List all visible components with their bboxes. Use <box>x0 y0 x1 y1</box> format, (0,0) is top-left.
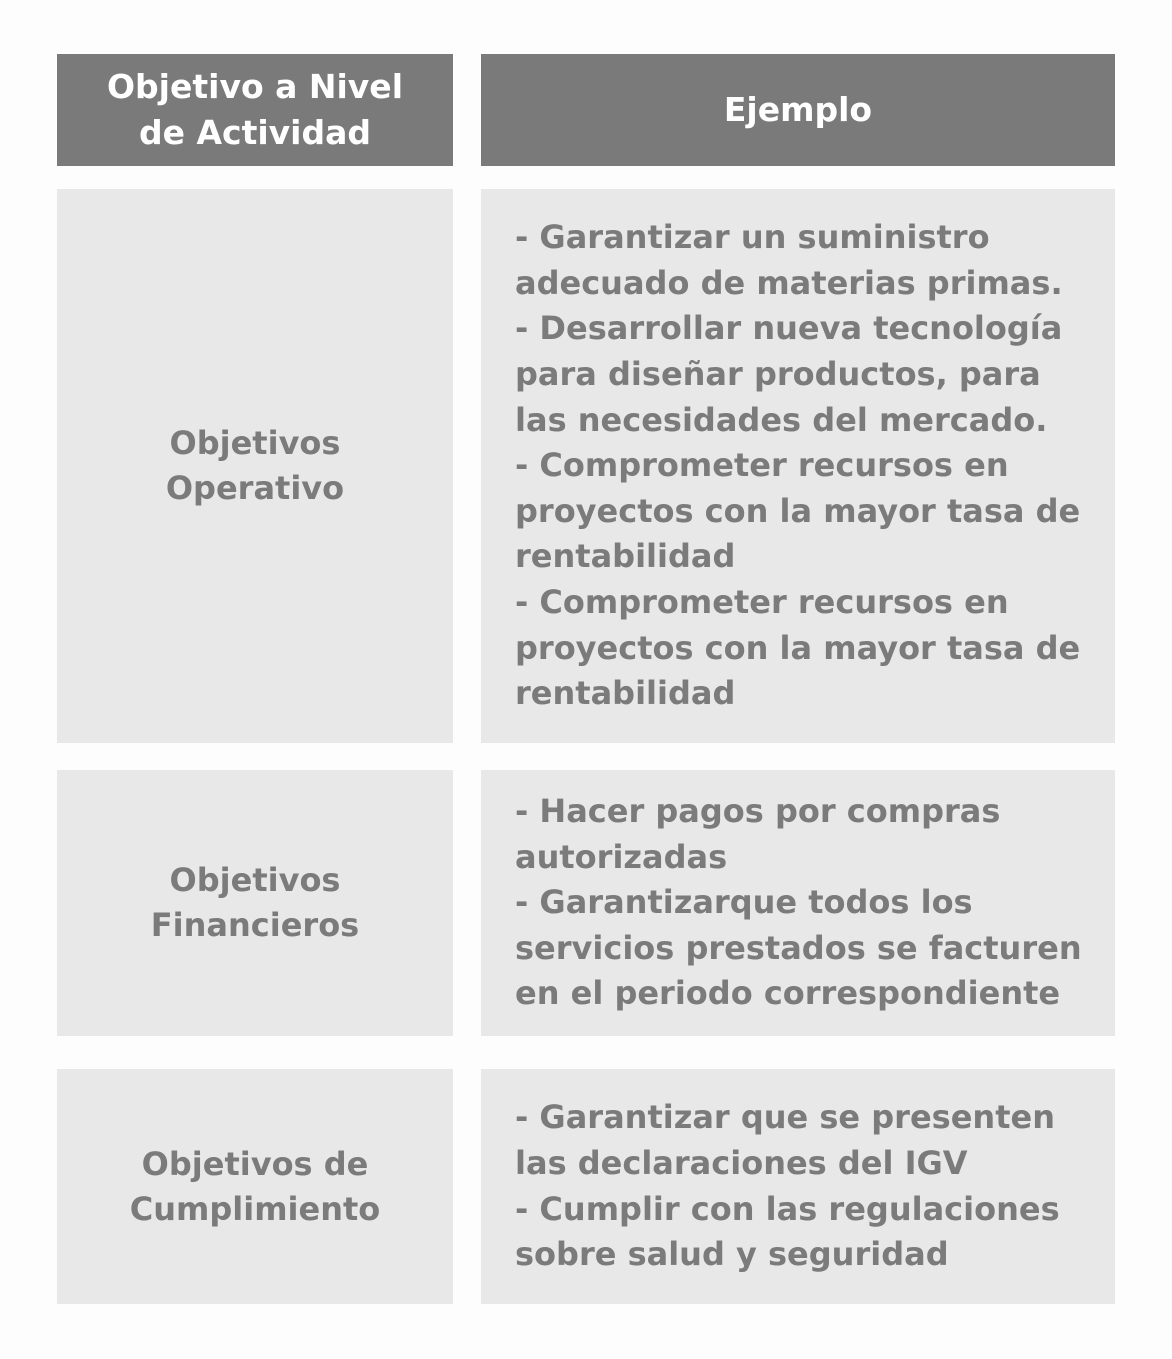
example-item: - Cumplir con las regulaciones sobre salud y seguridad <box>515 1189 1060 1274</box>
header-col2-label: Ejemplo <box>723 90 873 129</box>
row-label-line1: Objetivos <box>169 424 341 462</box>
row-label-line2: Cumplimiento <box>129 1189 381 1228</box>
example-list <box>515 215 1095 717</box>
row-label-line2: Financieros <box>150 906 360 944</box>
row-label-financieros <box>57 770 453 1036</box>
header-col1-line2: de Actividad <box>138 113 371 152</box>
example-list <box>515 789 1095 1017</box>
row-examples-financieros <box>481 770 1115 1036</box>
header-ejemplo <box>481 54 1115 166</box>
example-list <box>515 1095 1095 1277</box>
row-label-line2: Operativo <box>165 469 345 507</box>
row-examples-operativo <box>481 189 1115 743</box>
example-item: - Garantizar un suministro adecuado de materias primas. <box>515 218 1063 302</box>
example-item: - Comprometer recursos en proyectos con la mayor tasa de rentabilidad <box>515 582 1081 713</box>
row-label-operativo <box>57 189 453 743</box>
header-col1-line1: Objetivo a Nivel <box>106 67 404 106</box>
example-item: - Hacer pagos por compras autorizadas <box>515 792 1001 876</box>
header-objetivo-nivel-actividad <box>57 54 453 166</box>
row-label-line1: Objetivos <box>169 861 341 899</box>
example-item: - Garantizarque todos los servicios prestados se facturen en el periodo correspondiente <box>515 883 1082 1013</box>
example-item: - Desarrollar nueva tecnología para diseñar productos, para las necesidades del mercado. <box>515 309 1063 439</box>
row-label-line1: Objetivos de <box>141 1144 369 1183</box>
row-label-cumplimiento <box>57 1069 453 1304</box>
row-examples-cumplimiento <box>481 1069 1115 1304</box>
example-item: - Garantizar que se presenten las declaraciones del IGV <box>515 1098 1055 1182</box>
example-item: - Comprometer recursos en proyectos con la mayor tasa de rentabilidad <box>515 446 1081 576</box>
